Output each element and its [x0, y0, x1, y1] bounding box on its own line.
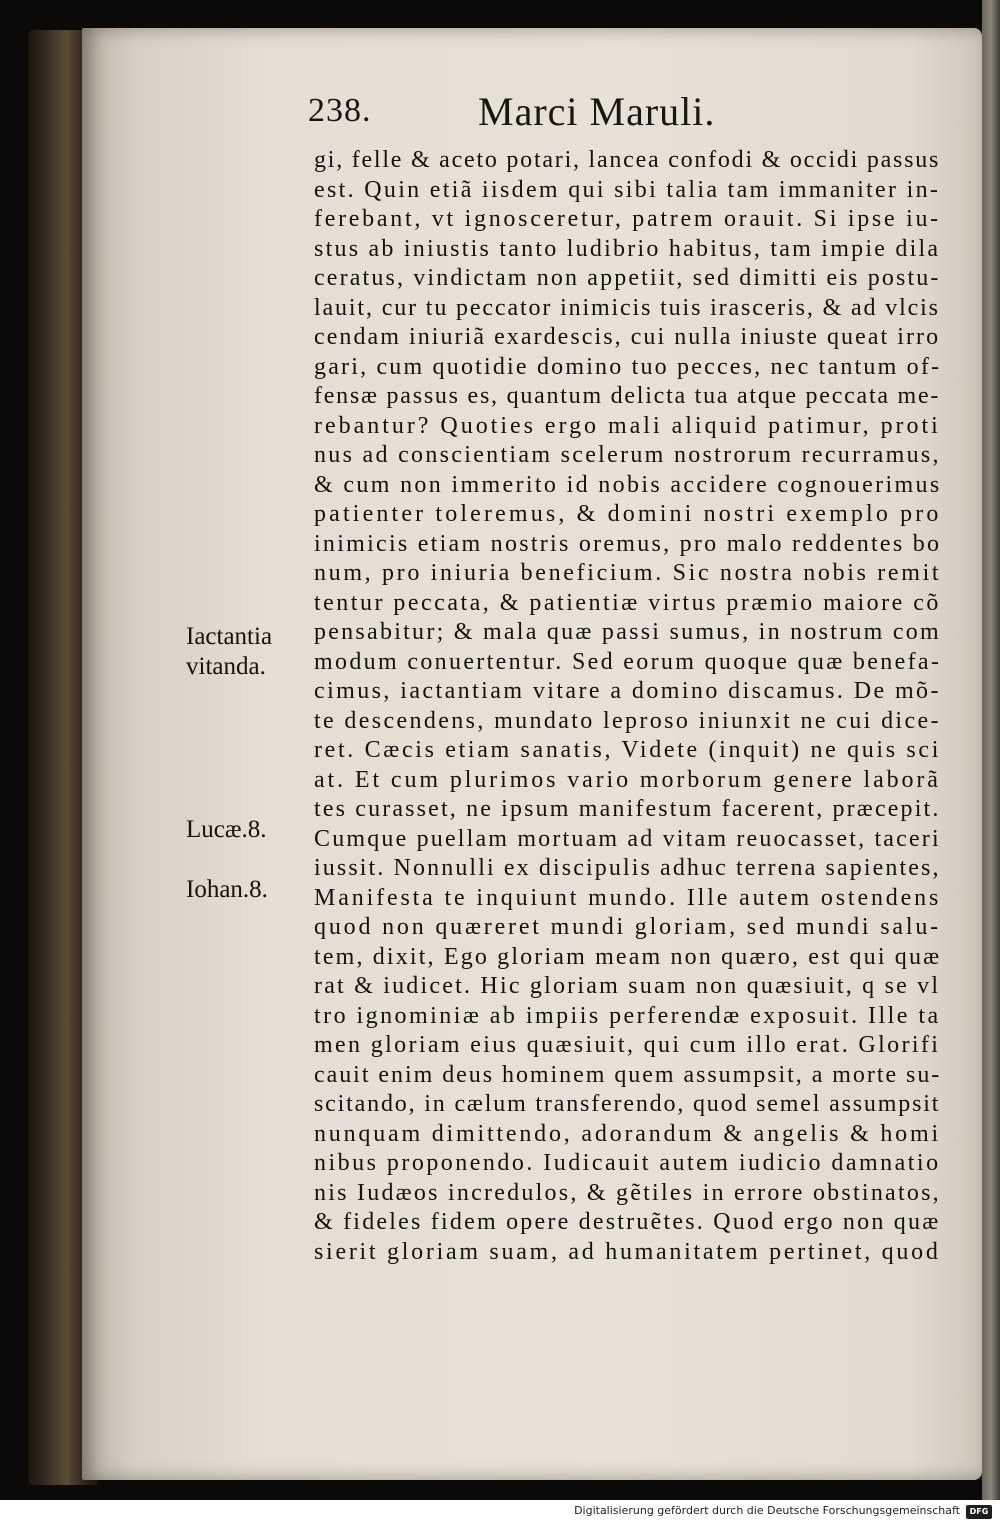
text-line: tro ignominiæ ab impiis perferendæ exposuit. Ille ta [314, 1002, 941, 1029]
scan-edge-strip [982, 0, 1000, 1500]
text-line: fensæ passus es, quantum delicta tua atque peccata me- [314, 383, 941, 409]
margin-note-iohan: Iohan.8. [186, 876, 268, 903]
text-line: ferebant, vt ignosceretur, patrem orauit. Si ipse iu- [314, 206, 941, 232]
text-line: ceratus, vindictam non appetiit, sed dimitti eis postu- [314, 265, 941, 291]
text-line: pensabitur; & mala quæ passi sumus, in nostrum com [314, 619, 941, 645]
text-line: tentur peccata, & patientiæ virtus præmio maiore cõ [314, 589, 941, 616]
text-line: & cum non immerito id nobis accidere cognouerimus [314, 471, 942, 498]
text-line: num, pro iniuria beneficium. Sic nostra nobis remit [314, 560, 942, 586]
text-line: nus ad conscientiam scelerum nostrorum recurramus, [314, 442, 941, 468]
footer-bar [0, 1500, 1000, 1524]
text-line: cimus, iactantiam vitare a domino discamus. De mõ- [314, 678, 941, 704]
text-line: quod non quæreret mundi gloriam, sed mundi salu- [314, 914, 941, 940]
text-line: inimicis etiam nostris oremus, pro malo reddentes bo [314, 530, 942, 557]
text-line: Cumque puellam mortuam ad vitam reuocasset, taceri [314, 825, 941, 852]
margin-note-lucae: Lucæ.8. [186, 816, 267, 843]
text-line: nunquam dimittendo, adorandum & angelis & homi [314, 1120, 941, 1147]
text-line: tes curasset, ne ipsum manifestum facerent, præcepit. [314, 796, 941, 822]
text-line: modum conuertentur. Sed eorum quoque quæ benefa- [314, 648, 942, 675]
text-line: cendam iniuriã exardescis, cui nulla iniuste queat irro [314, 324, 941, 350]
margin-note-line: Iactantia [186, 623, 273, 650]
margin-note-line: vitanda. [186, 653, 266, 680]
text-line: at. Et cum plurimos vario morborum genere laborã [314, 766, 941, 793]
text-line: te descendens, mundato leproso iniunxit ne cui dice- [314, 707, 941, 734]
running-title: Marci Maruli. [478, 89, 716, 134]
text-line: rat & iudicet. Hic gloriam suam non quæsiuit, q se vl [314, 973, 941, 999]
text-line: sierit gloriam suam, ad humanitatem pertinet, quod [314, 1238, 941, 1265]
text-line: nis Iudæos incredulos, & gẽtiles in errore obstinatos, [314, 1179, 941, 1206]
page-number: 238. [308, 92, 372, 129]
text-line: patienter toleremus, & domini nostri exemplo pro [314, 501, 942, 527]
text-line: lauit, cur tu peccator inimicis tuis irasceris, & ad vlcis [314, 294, 940, 321]
text-line: Manifesta te inquiunt mundo. Ille autem ostendens [314, 884, 942, 911]
running-head [0, 88, 1000, 136]
text-line: scitando, in cælum transferendo, quod semel assumpsit [314, 1091, 941, 1117]
text-line: gari, cum quotidie domino tuo pecces, nec tantum of- [314, 353, 942, 380]
text-line: gi, felle & aceto potari, lancea confodi & occidi passus [314, 147, 941, 173]
text-line: stus ab iniustis tanto ludibrio habitus, tam impie dila [314, 235, 941, 262]
text-line: ret. Cæcis etiam sanatis, Videte (inquit) ne quis sci [314, 737, 942, 763]
text-line: cauit enim deus hominem quem assumpsit, a morte su- [314, 1061, 942, 1088]
text-line: iussit. Nonnulli ex discipulis adhuc terrena sapientes, [314, 855, 941, 881]
text-line: rebantur? Quoties ergo mali aliquid patimur, proti [314, 412, 941, 439]
text-line: men gloriam eius quæsiuit, qui cum illo erat. Glorifi [314, 1032, 941, 1058]
text-line: tem, dixit, Ego gloriam meam non quæro, est qui quæ [314, 943, 942, 970]
body-text [314, 146, 950, 1267]
text-line: est. Quin etiã iisdem qui sibi talia tam immaniter in- [314, 176, 941, 203]
text-line: nibus proponendo. Iudicauit autem iudicio damnatio [314, 1150, 941, 1176]
dfg-logo: DFG [966, 1505, 992, 1519]
margin-note-iactantia [186, 622, 272, 682]
text-line: & fideles fidem opere destruẽtes. Quod ergo non quæ [314, 1209, 941, 1235]
footer-credit: Digitalisierung gefördert durch die Deutsche Forschungsgemeinschaft [574, 1504, 960, 1517]
